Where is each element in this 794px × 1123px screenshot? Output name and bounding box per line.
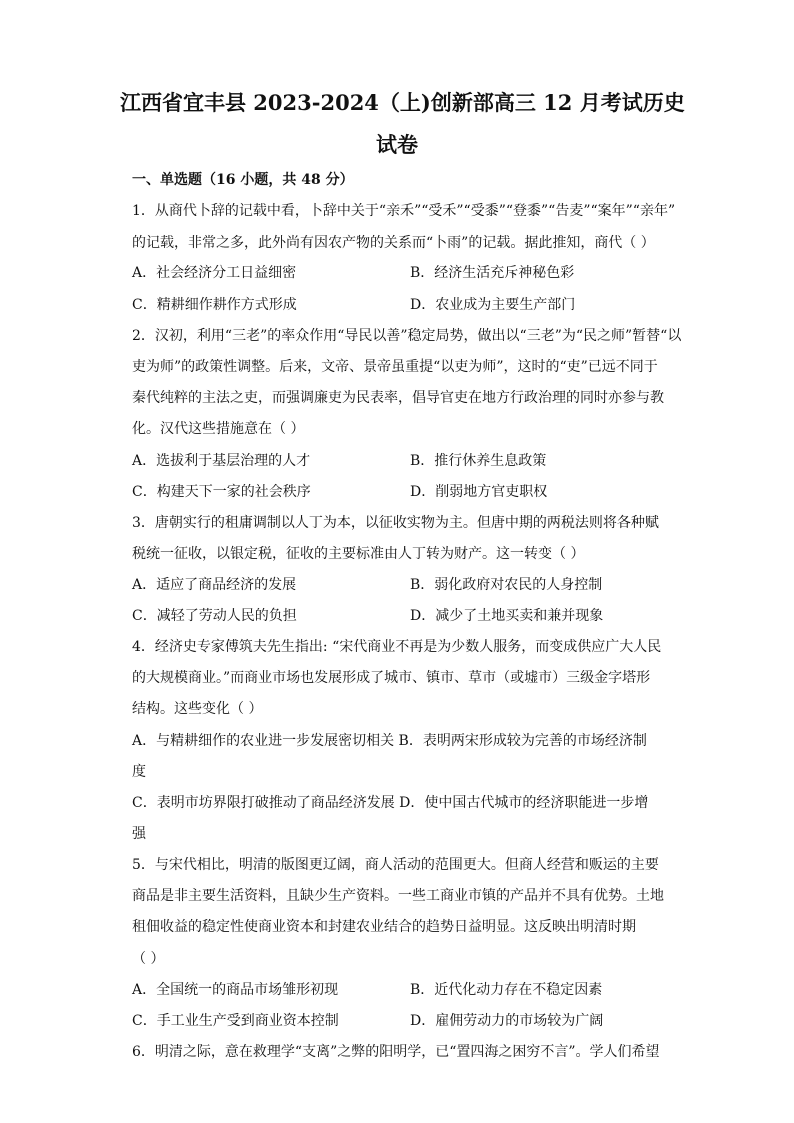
question-1-option-a: A．社会经济分工日益细密 — [132, 265, 297, 281]
question-5-option-a: A．全国统一的商品市场雏形初现 — [132, 982, 339, 998]
question-5-text-line: 租佃收益的稳定性使商业资本和封建农业结合的趋势日益明显。这反映出明清时期 — [132, 919, 636, 935]
question-4-text-line: 的大规模商业。”而商业市场也发展形成了城市、镇市、草市（或墟市）三级金字塔形 — [132, 670, 651, 686]
question-4-option-line: A．与精耕细作的农业进一步发展密切相关 B．表明两宋形成较为完善的市场经济制 — [132, 733, 647, 749]
question-4-option-line: 强 — [132, 826, 146, 842]
question-4-text-line: 结构。这些变化（ ） — [132, 701, 263, 717]
question-3-text-line: 3．唐朝实行的租庸调制以人丁为本，以征收实物为主。但唐中期的两税法则将各种赋 — [132, 515, 659, 531]
question-5-text-line: （ ） — [132, 951, 165, 967]
question-3-option-a: A．适应了商品经济的发展 — [132, 577, 297, 593]
question-4-text-line: 4．经济史专家傅筑夫先生指出: “宋代商业不再是为少数人服务，而变成供应广大人民 — [132, 639, 662, 655]
question-5-text-line: 商品是非主要生活资料，且缺少生产资料。一些工商业市镇的产品并不具有优势。土地 — [132, 888, 664, 904]
question-2-option-a: A．选拔利于基层治理的人才 — [132, 453, 311, 469]
question-2-option-d: D．削弱地方官吏职权 — [410, 484, 548, 500]
question-4-option-line: C．表明市坊界限打破推动了商品经济发展 D．使中国古代城市的经济职能进一步增 — [132, 795, 649, 811]
question-6-text-line: 6．明清之际，意在救理学“支离”之弊的阳明学，已“置四海之困穷不言”。学人们希望 — [132, 1044, 660, 1060]
question-1-option-b: B．经济生活充斥神秘色彩 — [410, 265, 575, 281]
question-5-option-b: B．近代化动力存在不稳定因素 — [410, 982, 603, 998]
question-1-text-line: 1．从商代卜辞的记载中看，卜辞中关于“亲禾”“受禾”“受黍”“登黍”“告麦”“案年”“亲年” — [132, 203, 676, 219]
question-2-text-line: 2．汉初，利用“三老”的率众作用“导民以善”稳定局势，做出以“三老”为“民之师”暂替“以 — [132, 328, 682, 344]
question-2-text-line: 化。汉代这些措施意在（ ） — [132, 421, 305, 437]
question-3-text-line: 税统一征收，以银定税，征收的主要标准由人丁转为财产。这一转变（ ） — [132, 546, 585, 562]
question-3-option-c: C．减轻了劳动人民的负担 — [132, 608, 297, 624]
question-4-option-line: 度 — [132, 764, 146, 780]
question-5-text-line: 5．与宋代相比，明清的版图更辽阔，商人活动的范围更大。但商人经营和贩运的主要 — [132, 857, 659, 873]
question-3-option-b: B．弱化政府对农民的人身控制 — [410, 577, 603, 593]
question-1-option-c: C．精耕细作耕作方式形成 — [132, 297, 297, 313]
question-2-text-line: 吏为师”的政策性调整。后来，文帝、景帝虽重提“以吏为师”，这时的“吏”已远不同于 — [132, 359, 658, 375]
exam-title-line-1: 江西省宜丰县 2023-2024（上)创新部高三 12 月考试历史 — [120, 90, 685, 115]
question-2-option-c: C．构建天下一家的社会秩序 — [132, 484, 311, 500]
section-header: 一、单选题（16 小题，共 48 分） — [132, 172, 354, 188]
question-2-option-b: B．推行休养生息政策 — [410, 453, 547, 469]
question-1-option-d: D．农业成为主要生产部门 — [410, 297, 576, 313]
exam-title-line-2: 试卷 — [376, 132, 418, 157]
question-5-option-d: D．雇佣劳动力的市场较为广阔 — [410, 1013, 604, 1029]
question-2-text-line: 秦代纯粹的主法之吏，而强调廉吏为民表率，倡导官吏在地方行政治理的同时亦参与教 — [132, 390, 664, 406]
question-5-option-c: C．手工业生产受到商业资本控制 — [132, 1013, 339, 1029]
question-3-option-d: D．减少了土地买卖和兼并现象 — [410, 608, 604, 624]
question-1-text-line: 的记载，非常之多，此外尚有因农产物的关系而“卜雨”的记载。据此推知，商代（ ） — [132, 235, 655, 251]
